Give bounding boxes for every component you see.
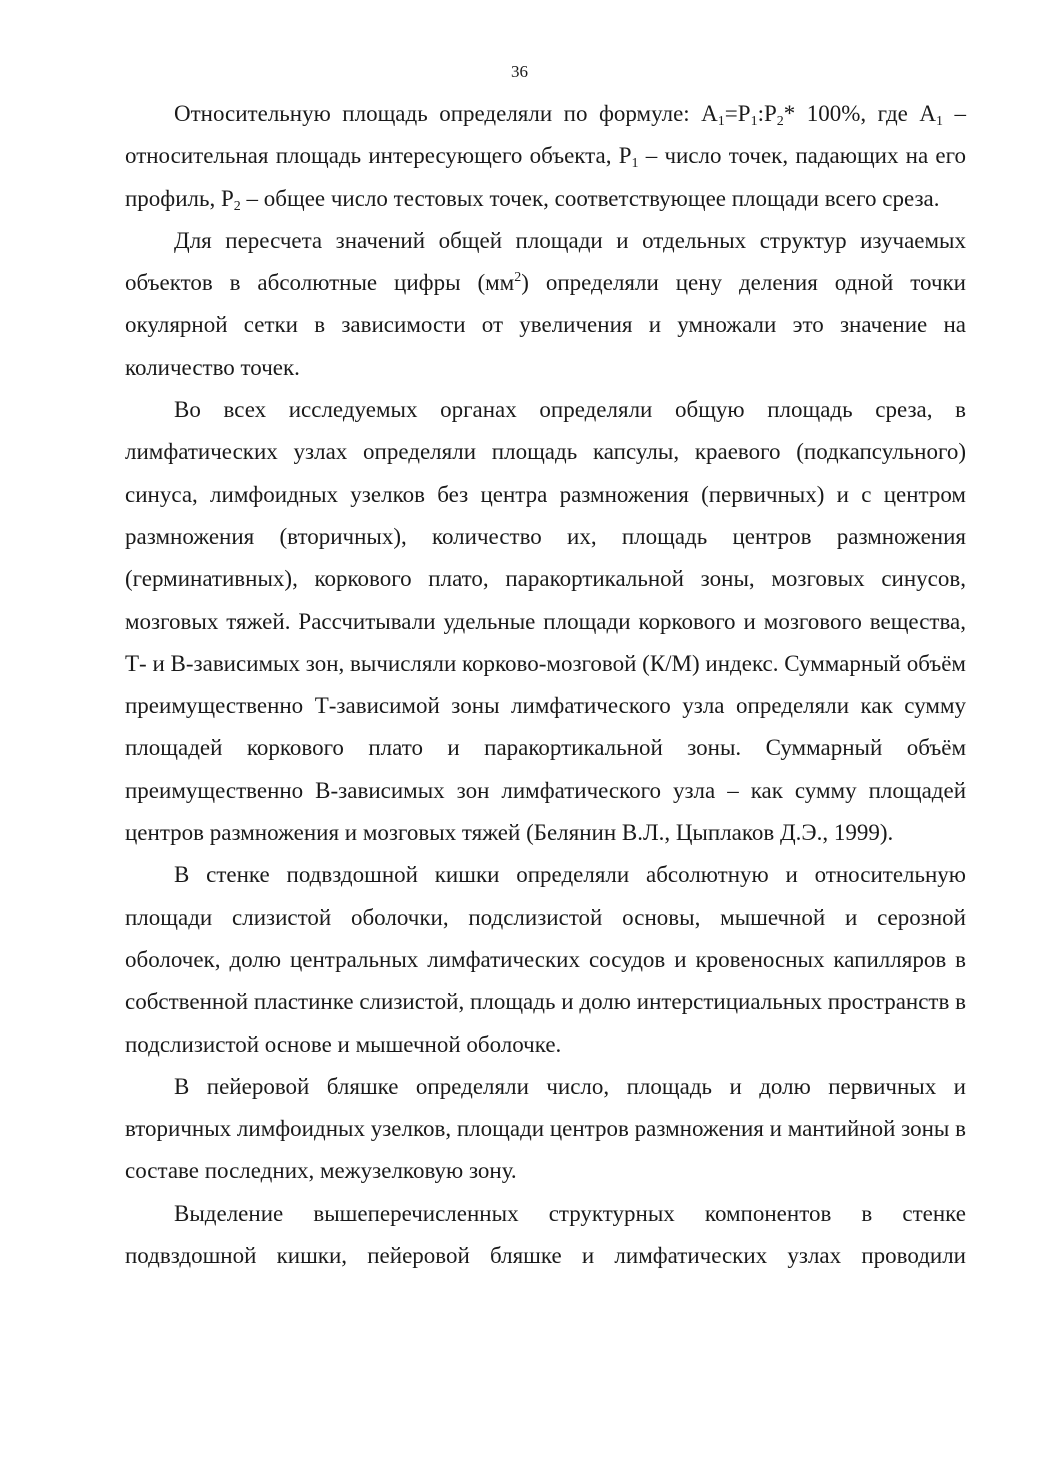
text-run: В стенке подвздошной кишки определяли абсолютную и относительную площади слизистой оболочки, подслизистой основы, мышечной и серозной оболочек, долю центральных лимфатических сосудов и кровеносных капилляров в собственной пластинке слизистой, площадь и долю интерстициальных пространств в подслизистой основе и мышечной оболочке. <box>125 862 966 1057</box>
paragraph <box>125 93 966 220</box>
text-run: Для пересчета значений общей площади и отдельных структур изучаемых объектов в абсолютные цифры (мм <box>125 227 966 296</box>
document-body <box>125 93 966 1277</box>
paragraph <box>125 1193 966 1278</box>
paragraph <box>125 854 966 1065</box>
subscript: 1 <box>631 156 639 172</box>
text-run: Выделение вышеперечисленных структурных компонентов в стенке подвздошной кишки, пейеровой бляшке и лимфатических узлах проводили <box>125 1200 966 1269</box>
paragraph <box>125 220 966 389</box>
text-run: * 100%, где A <box>783 101 936 126</box>
paragraph <box>125 1066 966 1193</box>
superscript: 2 <box>514 270 522 286</box>
text-run: ) определяли цену деления одной точки окулярной сетки в зависимости от увеличения и умножали это значение на количество точек. <box>125 270 966 380</box>
subscript: 1 <box>936 114 943 129</box>
text-run: В пейеровой бляшке определяли число, площадь и долю первичных и вторичных лимфоидных узелков, площади центров размножения и мантийной зоны в составе последних, межузелковую зону. <box>125 1073 966 1184</box>
paragraph <box>125 389 966 854</box>
page-number: 36 <box>511 62 528 81</box>
text-run: =P <box>724 101 751 126</box>
text-run: Во всех исследуемых органах определяли общую площадь среза, в лимфатических узлах определяли площадь капсулы, краевого (подкапсульного) синуса, лимфоидных узелков без центра размножения (первичных) и с центром размножения (вторичных), количество их, площадь центров размножения (герминативных), коркового плато, паракортикальной зоны, мозговых синусов, мозговых тяжей. Рассчитывали удельные площади коркового и мозгового вещества, Т- и В-зависимых зон, вычисляли корково-мозговой (К/М) индекс. Суммарный объём преимущественно Т-зависимой зоны лимфатического узла определяли как сумму площадей коркового плато и паракортикальной зоны. Суммарный объём преимущественно В-зависимых зон лимфатического узла – как сумму площадей центров размножения и мозговых тяжей (Белянин В.Л., Цыплаков Д.Э., 1999). <box>125 397 966 846</box>
text-run: :P <box>757 101 777 126</box>
subscript: 1 <box>717 114 725 129</box>
text-run: – общее число тестовых точек, соответствующее площади всего среза. <box>240 185 940 211</box>
subscript: 1 <box>750 114 758 129</box>
subscript: 2 <box>776 114 784 129</box>
subscript: 2 <box>233 198 241 214</box>
text-run: – число точек, падающих на его профиль, P <box>125 143 966 211</box>
text-run: – относительная площадь интересующего объекта, P <box>125 101 967 169</box>
text-run: Относительную площадь определяли по формуле: A <box>174 101 718 126</box>
